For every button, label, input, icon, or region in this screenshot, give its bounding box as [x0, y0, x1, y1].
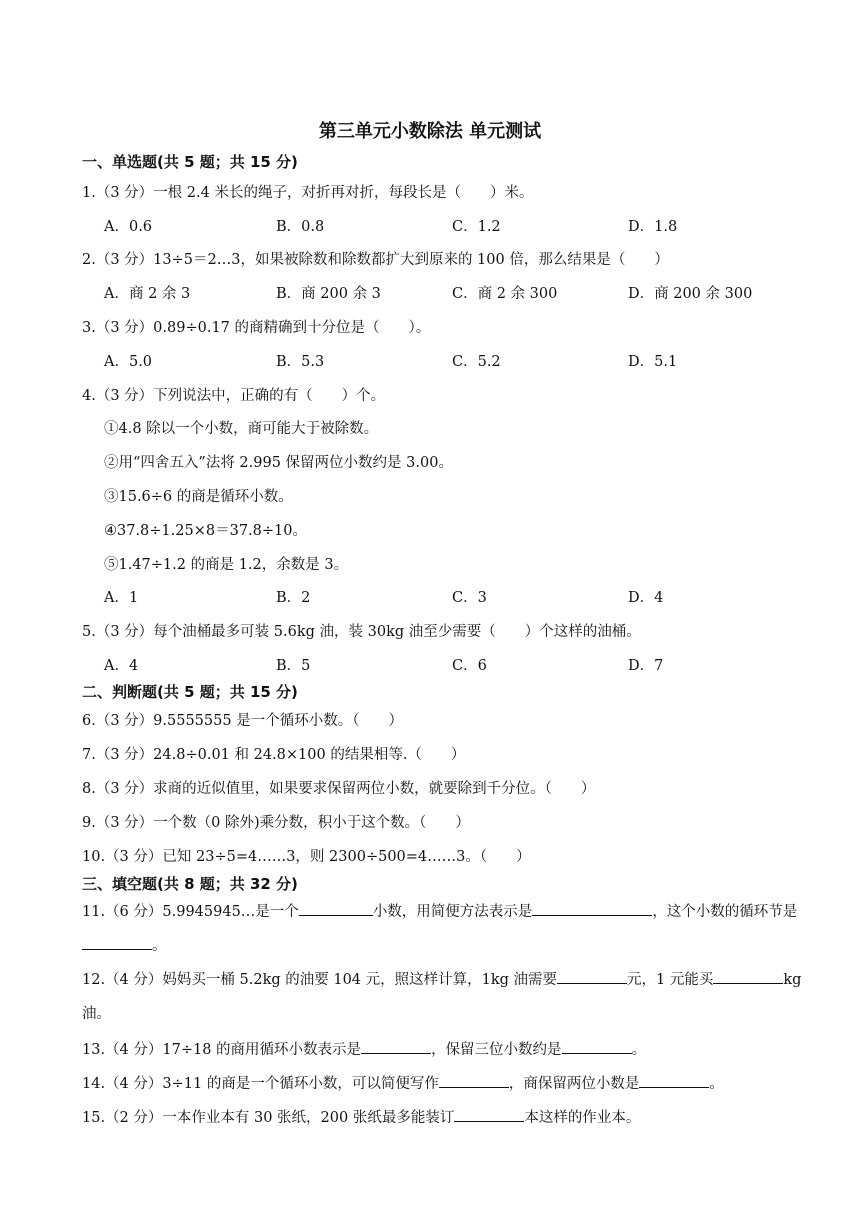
question-13	[82, 1038, 646, 1059]
section-heading-fill-in: 三、填空题(共 8 题；共 32 分)	[82, 875, 298, 893]
question-3: 3.（3 分）0.89÷0.17 的商精确到十分位是（ ）。	[82, 320, 431, 336]
question-4-options	[104, 586, 804, 608]
question-11-text-b: 小数，用简便方法表示是	[372, 904, 533, 920]
question-12	[82, 963, 810, 1031]
option-a: A．1	[104, 590, 139, 606]
question-8: 8.（3 分）求商的近似值里，如果要求保留两位小数，就要除到千分位。（ ）	[82, 781, 596, 797]
question-5-options	[104, 654, 804, 676]
question-12-text-a: 12.（4 分）妈妈买一桶 5.2kg 的油要 104 元，照这样计算，1kg 油需要	[82, 972, 558, 988]
question-12-text-b: 元，1 元能买	[627, 972, 714, 988]
option-c: C．3	[452, 590, 487, 606]
question-13-text-b: ，保留三位小数约是	[431, 1042, 562, 1058]
answer-blank[interactable]	[454, 1107, 524, 1122]
answer-blank[interactable]	[82, 935, 152, 950]
option-b: B．5	[276, 658, 311, 674]
question-9: 9.（3 分）一个数（0 除外)乘分数，积小于这个数。（ ）	[82, 815, 470, 831]
option-c: C．6	[452, 658, 487, 674]
section-heading-single-choice: 一、单选题(共 5 题；共 15 分)	[82, 153, 298, 171]
question-13-text-a: 13.（4 分）17÷18 的商用循环小数表示是	[82, 1042, 362, 1058]
option-a: A．0.6	[104, 219, 153, 235]
option-a: A．商 2 余 3	[104, 286, 191, 302]
question-5: 5.（3 分）每个油桶最多可装 5.6kg 油，装 30kg 油至少需要（ ）个这样的油桶。	[82, 624, 641, 640]
question-11-text-a: 11.（6 分）5.9945945…是一个	[82, 904, 299, 920]
answer-blank[interactable]	[713, 969, 783, 984]
statement-1: ①4.8 除以一个小数，商可能大于被除数。	[104, 421, 379, 437]
question-7: 7.（3 分）24.8÷0.01 和 24.8×100 的结果相等.（ ）	[82, 747, 466, 763]
option-a: A．4	[104, 658, 139, 674]
option-b: B．5.3	[276, 354, 325, 370]
question-15-text-b: 本这样的作业本。	[524, 1110, 641, 1126]
question-14-text-a: 14.（4 分）3÷11 的商是一个循环小数，可以简便写作	[82, 1076, 439, 1092]
answer-blank[interactable]	[299, 901, 373, 916]
option-d: D．5.1	[628, 354, 678, 370]
question-14	[82, 1072, 724, 1093]
answer-blank[interactable]	[639, 1073, 709, 1088]
option-b: B．0.8	[276, 219, 325, 235]
section-heading-true-false: 二、判断题(共 5 题；共 15 分)	[82, 683, 298, 701]
question-14-text-b: ，商保留两位小数是	[508, 1076, 640, 1092]
option-c: C．1.2	[452, 219, 501, 235]
statement-5: ⑤1.47÷1.2 的商是 1.2，余数是 3。	[104, 557, 349, 573]
question-3-options	[104, 350, 804, 372]
option-d: D．4	[628, 590, 664, 606]
option-c: C．5.2	[452, 354, 501, 370]
question-14-text-c: 。	[709, 1076, 724, 1092]
option-d: D．1.8	[628, 219, 678, 235]
question-12-text-c: kg 油。	[82, 972, 802, 1022]
answer-blank[interactable]	[532, 901, 652, 916]
question-10: 10.（3 分）已知 23÷5=4……3，则 2300÷500=4……3。（ ）	[82, 849, 531, 865]
answer-blank[interactable]	[562, 1039, 632, 1054]
question-15	[82, 1106, 640, 1127]
question-13-text-c: 。	[631, 1042, 647, 1058]
statement-2: ②用“四舍五入”法将 2.995 保留两位小数约是 3.00。	[104, 455, 453, 471]
option-b: B．2	[276, 590, 311, 606]
question-11-text-c: ，这个小数的循环节是	[652, 904, 798, 920]
question-11-text-d: 。	[152, 938, 167, 954]
statement-3: ③15.6÷6 的商是循环小数。	[104, 489, 293, 505]
option-b: B．商 200 余 3	[276, 286, 381, 302]
option-d: D．7	[628, 658, 664, 674]
question-11	[82, 895, 810, 963]
option-c: C．商 2 余 300	[452, 286, 558, 302]
answer-blank[interactable]	[361, 1039, 431, 1054]
question-6: 6.（3 分）9.5555555 是一个循环小数。（ ）	[82, 713, 403, 729]
question-15-text-a: 15.（2 分）一本作业本有 30 张纸，200 张纸最多能装订	[82, 1110, 455, 1126]
page-title: 第三单元小数除法 单元测试	[318, 121, 542, 142]
question-2: 2.（3 分）13÷5＝2…3，如果被除数和除数都扩大到原来的 100 倍，那么结果是（ ）	[82, 252, 669, 268]
question-1: 1.（3 分）一根 2.4 米长的绳子，对折再对折，每段长是（ ）米。	[82, 185, 534, 201]
answer-blank[interactable]	[557, 969, 627, 984]
statement-4: ④37.8÷1.25×8＝37.8÷10。	[104, 523, 307, 539]
question-2-options	[104, 282, 804, 304]
option-a: A．5.0	[104, 354, 153, 370]
question-1-options	[104, 215, 804, 237]
question-4: 4.（3 分）下列说法中，正确的有（ ）个。	[82, 388, 386, 404]
answer-blank[interactable]	[439, 1073, 509, 1088]
option-d: D．商 200 余 300	[628, 286, 753, 302]
